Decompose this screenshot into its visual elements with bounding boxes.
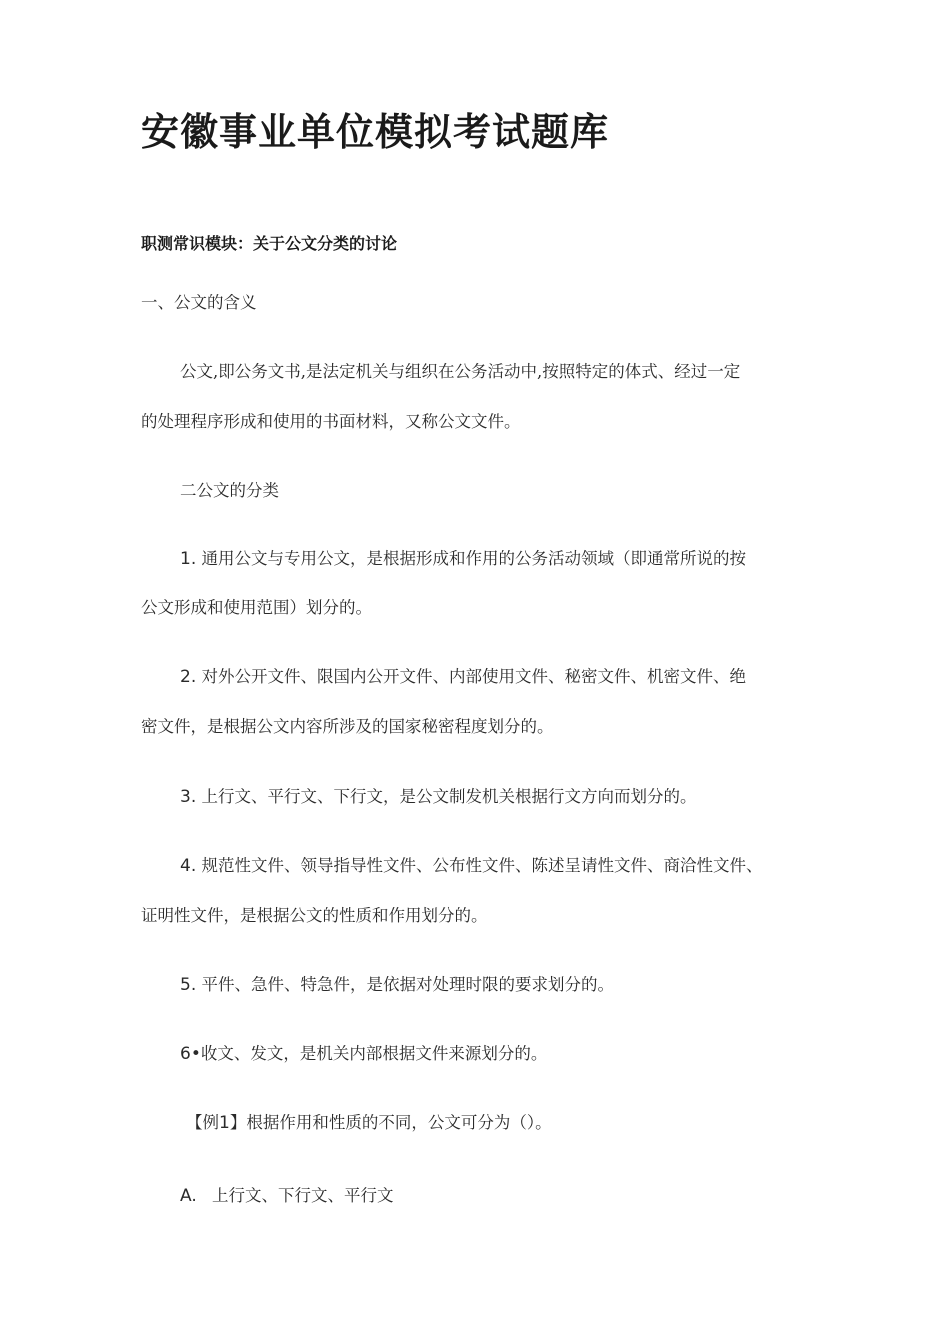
example-question [186, 1111, 552, 1135]
list-item-text: 规范性文件、领导指导性文件、公布性文件、陈述呈请性文件、商洽性文件、 [201, 856, 763, 875]
example-number: 1 [219, 1113, 230, 1133]
list-item-1-continuation: 公文形成和使用范围）划分的。 [141, 598, 372, 617]
list-item-number: 6• [180, 1044, 201, 1064]
example-open-bracket: 【例 [186, 1113, 219, 1132]
list-item-2-continuation: 密文件，是根据公文内容所涉及的国家秘密程度划分的。 [141, 717, 554, 736]
list-item-number: 2. [180, 667, 197, 687]
definition-line-1: 公文,即公务文书,是法定机关与组织在公务活动中,按照特定的体式、经过一定 [180, 362, 741, 381]
document-title: 安徽事业单位模拟考试题库 [141, 110, 610, 154]
list-item-number: 4. [180, 856, 197, 876]
list-item-3 [180, 785, 696, 809]
list-item-text: 对外公开文件、限国内公开文件、内部使用文件、秘密文件、机密文件、绝 [201, 667, 746, 686]
example-close-bracket: 】 [229, 1113, 247, 1132]
option-a [180, 1184, 393, 1208]
list-item-number: 3. [180, 787, 197, 807]
list-item-number: 5. [180, 975, 197, 995]
option-text: 上行文、下行文、平行文 [211, 1186, 394, 1205]
list-item-2 [180, 665, 746, 689]
list-item-6 [180, 1042, 547, 1066]
option-label: A. [180, 1186, 197, 1206]
list-item-text: 上行文、平行文、下行文，是公文制发机关根据行文方向而划分的。 [201, 787, 697, 806]
list-item-4 [180, 854, 762, 878]
section-subtitle: 职测常识模块：关于公文分类的讨论 [141, 234, 398, 253]
definition-line-2: 的处理程序形成和使用的书面材料，又称公文文件。 [141, 412, 521, 431]
list-item-5 [180, 973, 614, 997]
example-question-text: 根据作用和性质的不同，公文可分为（）。 [246, 1113, 552, 1132]
list-item-text: 平件、急件、特急件，是依据对处理时限的要求划分的。 [201, 975, 614, 994]
list-item-1 [180, 547, 746, 571]
list-item-number: 1. [180, 549, 197, 569]
list-item-text: 收文、发文，是机关内部根据文件来源划分的。 [200, 1044, 548, 1063]
list-item-4-continuation: 证明性文件，是根据公文的性质和作用划分的。 [141, 906, 488, 925]
section-heading-meaning: 一、公文的含义 [141, 293, 257, 312]
section-heading-classification: 二公文的分类 [180, 481, 279, 500]
list-item-text: 通用公文与专用公文，是根据形成和作用的公务活动领域（即通常所说的按 [201, 549, 746, 568]
